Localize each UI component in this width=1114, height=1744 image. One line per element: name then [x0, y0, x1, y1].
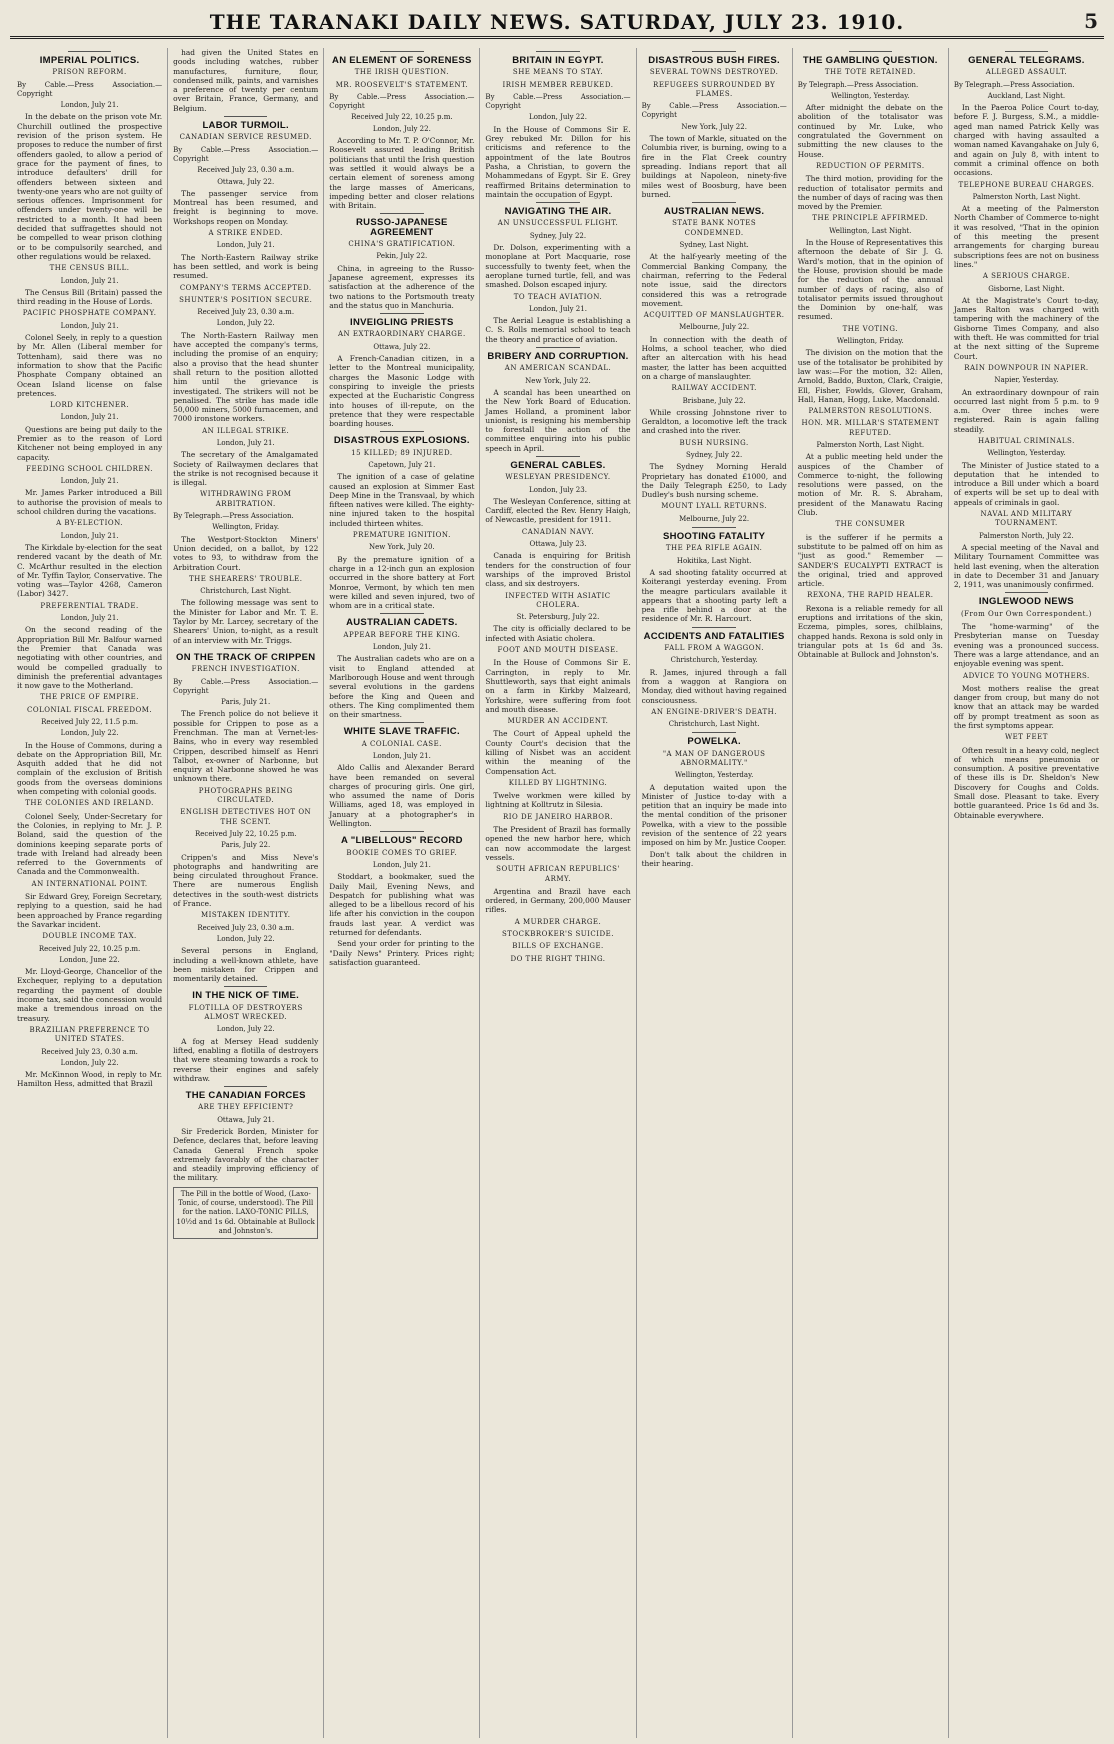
dateline: Melbourne, July 22. [679, 323, 750, 332]
article-subheading: SHUNTER'S POSITION SECURE. [179, 295, 313, 304]
article-subheading: CANADIAN SERVICE RESUMED. [179, 133, 312, 142]
byline: By Cable.—Press Association.—Copyright [329, 92, 475, 111]
dateline: Ottawa, July 22. [373, 342, 431, 351]
masthead-title: THE TARANAKI DAILY NEWS. SATURDAY, JULY 23. 1910. [209, 10, 905, 34]
article-subheading: PRISON REFORM. [52, 68, 127, 77]
byline: By Telegraph.—Press Association. [173, 512, 294, 521]
article-subheading: WITHDRAWING FROM ARBITRATION. [200, 490, 292, 508]
article-paragraph: In the House of Representatives this afternoon the debate of Sir J. G. Ward's motion, that in the opinion of the House, provision should be made for the reduction of the annual number of days of racing, also of totalisator permits issued throughout the Dominion by one-half, was resumed. [797, 238, 943, 322]
dateline: London, July 22. [372, 124, 431, 133]
dateline: London, July 21. [529, 304, 587, 313]
article-subheading: ADVICE TO YOUNG MOTHERS. [963, 671, 1090, 680]
article-headline: INGLEWOOD NEWS [978, 596, 1074, 608]
dateline: Auckland, Last Night. [987, 91, 1066, 100]
article-subheading: TELEPHONE BUREAU CHARGES. [958, 180, 1095, 189]
article-paragraph: Dr. Dolson, experimenting with a monoplane at Port Macquarie, rose successfully to twenty feet, when the aeroplane turned turtle, fell, and was smashed. Dolson escaped injury. [485, 243, 631, 290]
dateline: Received July 22, 11.5 p.m. [41, 718, 139, 726]
article-subheading: THE IRISH QUESTION. [354, 68, 449, 77]
article-subheading: COMPANY'S TERMS ACCEPTED. [179, 283, 312, 292]
dateline: London, June 22. [59, 955, 120, 964]
dateline: London, July 21. [216, 241, 275, 250]
article-subheading: THE TOTE RETAINED. [824, 68, 916, 77]
article-subheading: PACIFIC PHOSPHATE COMPANY. [22, 309, 157, 318]
article-subheading: SOUTH AFRICAN REPUBLICS' ARMY. [496, 865, 620, 883]
article-headline: IN THE NICK OF TIME. [192, 990, 300, 1002]
dateline: Wellington, Yesterday. [674, 771, 754, 780]
article-headline: AN ELEMENT OF SORENESS [332, 55, 472, 66]
dateline: Wellington, Yesterday. [987, 449, 1066, 458]
dateline: Received July 23, 0.30 a.m. [41, 1047, 138, 1056]
article-paragraph: Sir Frederick Borden, Minister for Defence, declares that, before leaving Canada General French spoke extremely favorably of the character and steadily improving efficiency of the military. [173, 1126, 319, 1183]
article-subheading: TO TEACH AVIATION. [513, 292, 603, 301]
article-paragraph: At a meeting of the Palmerston North Chamber of Commerce to-night it was resolved, "That in the opinion of this meeting the present arrangements for charging bureau subscriptions fees are not on business lines." [953, 204, 1099, 269]
byline: By Cable.—Press Association.—Copyright [485, 92, 631, 111]
article-paragraph: On the second reading of the Appropriation Bill Mr. Balfour warned the Premier that Canada was negotiating with other countries, and would be compelled gradually to diminish the preferential advantages it now gave to the Motherland. [17, 625, 163, 691]
dateline: Ottawa, July 22. [217, 177, 275, 186]
divider [380, 51, 424, 52]
article-paragraph: Canada is enquiring for British tenders for the construction of four warships of the improved Bristol class, and six destroyers. [485, 551, 631, 589]
divider [380, 431, 424, 432]
article-paragraph: A deputation waited upon the Minister of Justice to-day with a petition that an inquiry be made into the mental condition of the prisoner Powelka, with a view to the possible revision of the sentence of 22 years imposed on him by Mr. Justice Cooper. [641, 782, 787, 848]
dateline: London, July 21. [60, 276, 119, 285]
dateline: Palmerston North, Last Night. [816, 440, 925, 449]
article-paragraph: In the Paeroa Police Court to-day, before F. J. Burgess, S.M., a middle-aged man named Patrick Kelly was charged with having assaulted a woman named Kavangahake on July 6, and again on July 8, with intent to commit a criminal offence on both occasions. [953, 103, 1099, 178]
dateline: Received July 22, 10.25 p.m. [351, 113, 453, 122]
divider [224, 116, 268, 117]
article-paragraph: China, in agreeing to the Russo-Japanese agreement, expresses its satisfaction at the adherence of the two nations to the Portsmouth treaty and the status quo in Manchuria. [329, 263, 475, 310]
article-paragraph: The secretary of the Amalgamated Society of Railwaymen declares that the strike is not recognised because it is illegal. [173, 450, 319, 488]
article-subheading: BRAZILIAN PREFERENCE TO UNITED STATES. [29, 1025, 150, 1044]
dateline: Paris, July 21. [221, 698, 271, 707]
column-4 [480, 48, 636, 1738]
article-paragraph: Stoddart, a bookmaker, sued the Daily Mail, Evening News, and Despatch for publishing what was alleged to be a libellous record of his life after his conviction in the coupon frauds last year. A verdict was returned for defendants. [329, 872, 475, 938]
article-subheading: IRISH MEMBER REBUKED. [502, 80, 614, 89]
article-paragraph: While crossing Johnstone river to Geraldton, a locomotive left the track and crashed into the river. [641, 407, 787, 436]
dateline: Received July 23, 0.30 a.m. [197, 923, 295, 932]
article-subheading: AN EXTRAORDINARY CHARGE. [338, 330, 466, 339]
article-headline: A "LIBELLOUS" RECORD [340, 835, 463, 847]
dateline: Sydney, July 22. [529, 231, 587, 240]
byline: By Cable.—Press Association.—Copyright [173, 145, 319, 163]
article-headline: ON THE TRACK OF CRIPPEN [176, 651, 316, 663]
dateline: Ottawa, July 21. [217, 1115, 275, 1124]
article-subheading: DO THE RIGHT THING. [510, 954, 606, 963]
article-subheading: ACQUITTED OF MANSLAUGHTER. [643, 311, 785, 320]
article-subheading: SHE MEANS TO STAY. [512, 68, 604, 77]
dateline: Melbourne, July 22. [679, 514, 750, 523]
article-headline: DISASTROUS BUSH FIRES. [648, 55, 780, 66]
article-paragraph: Don't talk about the children in their hearing. [641, 849, 787, 868]
article-subheading: THE VOTING. [842, 324, 898, 333]
article-headline: BRITAIN IN EGYPT. [512, 55, 604, 66]
article-subheading: (From Our Own Correspondent.) [960, 609, 1092, 618]
article-headline: BRIBERY AND CORRUPTION. [487, 351, 629, 363]
dateline: London, July 22. [529, 113, 587, 122]
dateline: London, July 23. [529, 485, 587, 494]
article-subheading: RAIN DOWNPOUR IN NAPIER. [964, 363, 1089, 372]
article-subheading: LORD KITCHENER. [50, 401, 130, 410]
article-subheading: MISTAKEN IDENTITY. [201, 911, 291, 920]
article-subheading: CHINA'S GRATIFICATION. [348, 240, 456, 249]
article-paragraph: The Westport-Stockton Miners' Union decided, on a ballot, by 122 votes to 93, to withdraw from the Arbitration Court. [173, 534, 319, 572]
article-subheading: NAVAL AND MILITARY TOURNAMENT. [980, 510, 1073, 528]
article-paragraph: In the House of Commons Sir E. Grey rebuked Mr. Dillon for his criticisms and reference to the appointment of the late Boutros Pasha, a Christian, to govern the Mohammedans of Egypt. Sir E. Grey reaffirmed Britains determination to maintain the occupation of Egypt. [485, 124, 631, 199]
masthead [10, 6, 1104, 39]
article-headline: DISASTROUS EXPLOSIONS. [333, 435, 470, 447]
dateline: Received July 22, 10.25 p.m. [38, 944, 141, 953]
divider [224, 1086, 268, 1087]
dateline: Palmerston North, Last Night. [972, 192, 1081, 201]
article-headline: NAVIGATING THE AIR. [504, 206, 612, 218]
article-headline: WHITE SLAVE TRAFFIC. [343, 726, 460, 738]
divider [380, 213, 424, 214]
divider [536, 51, 580, 52]
article-paragraph: The town of Markle, situated on the Columbia river, is burning, owing to a fire in the Flat Creek country spreading. Indians report that all buildings at Napoleon, ninety-five miles west of Boosburg, have been burned. [641, 134, 787, 199]
article-subheading: PALMERSTON RESOLUTIONS. [808, 407, 933, 416]
dateline: Capetown, July 21. [368, 460, 436, 469]
article-subheading: THE PRINCIPLE AFFIRMED. [812, 214, 929, 223]
divider [380, 831, 424, 832]
dateline: London, July 21. [60, 413, 119, 422]
article-subheading: INFECTED WITH ASIATIC CHOLERA. [505, 591, 611, 609]
article-paragraph: The Australian cadets who are on a visit to England attended at Marlborough House and went through several evolutions in the gardens before the King and Queen and others. The King complimented them on their smartness. [329, 654, 475, 720]
article-headline: GENERAL TELEGRAMS. [968, 55, 1085, 66]
article-subheading: AN AMERICAN SCANDAL. [504, 364, 612, 373]
article-paragraph: The Sydney Morning Herald Proprietary has donated £1000, and the Daily Telegraph £250, to Lady Dudley's bush nursing scheme. [641, 462, 787, 500]
dateline: London, July 21. [60, 477, 119, 486]
divider [1005, 51, 1049, 52]
article-subheading: WESLEYAN PRESIDENCY. [505, 473, 611, 482]
article-paragraph: The French police do not believe it possible for Crippen to pose as a Frenchman. The man at Vernet-les-Bains, who in every way resembled Crippen, described himself as Henri Talbot, ex-owner of Narbonne, but enquiry at Narbonne showed he was unknown there. [173, 709, 319, 784]
article-paragraph: Aldo Callis and Alexander Berard have been remanded on several charges of procuring girls. One girl, who assumed the name of Doris Williams, aged 18, was employed in January at a photographer's in Wellington. [329, 763, 475, 829]
article-paragraph: An extraordinary downpour of rain occurred last night from 5 p.m. to 9 a.m. Over three inches were registered. Rain is again falling steadily. [953, 387, 1099, 434]
article-paragraph: Send your order for printing to the "Daily News" Printery. Prices right; satisfaction guaranteed. [329, 939, 475, 967]
article-subheading: SEVERAL TOWNS DESTROYED. [649, 68, 779, 77]
article-subheading: PREFERENTIAL TRADE. [40, 601, 139, 610]
byline: By Cable.—Press Association.—Copyright [641, 102, 787, 120]
article-subheading: THE PRICE OF EMPIRE. [40, 693, 139, 702]
article-subheading: ENGLISH DETECTIVES HOT ON THE SCENT. [180, 808, 312, 826]
article-subheading: BUSH NURSING. [679, 438, 749, 447]
article-paragraph: The Court of Appeal upheld the County Court's decision that the killing of Nisbet was an accident within the meaning of the Compensation Act. [485, 729, 631, 776]
article-paragraph: is the sufferer if he permits a substitute to be palmed off on him as "just as good." Remember — SANDER'S EUCALYPTI EXTRACT is the original, tried and approved article. [797, 532, 943, 589]
dateline: New York, July 22. [681, 122, 747, 131]
article-subheading: HON. MR. MILLAR'S STATEMENT REFUTED. [801, 419, 939, 437]
article-paragraph: Often result in a heavy cold, neglect of which means pneumonia or consumption. A positive preventative of these ills is Dr. Sheldon's New Discovery for Coughs and Colds. Small dose. Pleasant to take. Every bottle guaranteed. Price 1s 6d and 3s. Obtainable everywhere. [953, 745, 1099, 820]
article-subheading: A COLONIAL CASE. [361, 739, 442, 748]
article-subheading: ARE THEY EFFICIENT? [198, 1103, 294, 1112]
article-subheading: A MURDER CHARGE. [514, 917, 602, 926]
dateline: London, July 22. [216, 1025, 275, 1034]
article-paragraph: The President of Brazil has formally opened the new harbor here, which can now accommodate the largest vessels. [485, 825, 631, 862]
article-paragraph: Colonel Seely, Under-Secretary for the Colonies, in replying to Mr. J. P. Boland, said the question of the dominions keeping separate ports of trade with Ireland had already been referred to the Governments of Canada and the Commonwealth. [17, 811, 163, 877]
page-number: 5 [1084, 9, 1098, 33]
article-subheading: "A MAN OF DANGEROUS ABNORMALITY." [662, 749, 766, 767]
article-subheading: STATE BANK NOTES CONDEMNED. [672, 219, 757, 237]
article-paragraph: Questions are being put daily to the Premier as to the reason of Lord Kitchener not being employed in any capacity. [17, 424, 163, 462]
article-paragraph: A French-Canadian citizen, in a letter to the Montreal municipality, charges the Masonic Lodge with conspiring to inveigle the priests expected at the Eucharistic Congress into houses of ill-repute, on the pretence that they were respectable boarding houses. [329, 354, 475, 429]
dateline: London, July 21. [372, 752, 431, 760]
divider [1005, 592, 1049, 593]
dateline: Wellington, Friday. [212, 523, 280, 532]
article-headline: POWELKA. [687, 736, 741, 748]
article-headline: INVEIGLING PRIESTS [350, 317, 454, 329]
dateline: Sydney, Last Night. [679, 241, 749, 250]
article-paragraph: Rexona is a reliable remedy for all eruptions and irritations of the skin, Eczema, pimples, sores, chilblains, chapped hands. Rexona is sold only in triangular pots at 1s 6d and 3s. Obtainable at Bullock and Johnston's. [797, 603, 943, 660]
article-paragraph: The North-Eastern Railway men have accepted the company's terms, including the promise of an enquiry; also a proviso that the head shunter shall return to the position allotted him until the grievance is investigated. The strikers will not be penalised. The strike has made idle 50,000 miners, 5000 furnacemen, and 7000 ironstone workers. [173, 330, 319, 424]
divider [68, 51, 112, 52]
article-subheading: FALL FROM A WAGGON. [664, 644, 764, 653]
article-paragraph: In the debate on the prison vote Mr. Churchill outlined the prospective revision of the prison system. He proposes to reduce the number of first offenders gaoled, to allow a period of grace for the payment of fines, to introduce defaulters' drill for offenders between sixteen and twenty-one years who are not guilty of serious offences. Imprisonment for offenders under twenty-one will be restricted to a month. It had been decided that suffragettes should not be compelled to wear prison clothing or to be compulsorily searched, and other regulations would be relaxed. [17, 112, 163, 261]
dateline: Palmerston North, July 22. [979, 531, 1074, 540]
dateline: New York, July 22. [525, 376, 591, 385]
article-subheading: THE CENSUS BILL. [49, 264, 130, 273]
article-headline: AUSTRALIAN NEWS. [663, 206, 765, 218]
dateline: London, July 21. [216, 438, 275, 447]
article-subheading: A STRIKE ENDED. [208, 229, 283, 238]
article-paragraph: By the premature ignition of a charge in a 12-inch gun an explosion occurred in the shore battery at Fort Monroe, Vermont, by which ten men were killed and seven injured, two of whom are in a critical state. [329, 554, 475, 611]
dateline: Brisbane, July 22. [682, 396, 746, 405]
byline: By Telegraph.—Press Association. [953, 80, 1075, 89]
article-subheading: MURDER AN ACCIDENT. [507, 717, 609, 726]
article-paragraph: The passenger service from Montreal has been resumed, and freight is beginning to move. Workshops reopen on Monday. [173, 188, 319, 226]
dateline: Christchurch, Last Night. [200, 587, 292, 596]
dateline: London, July 22. [216, 319, 275, 328]
article-subheading: REDUCTION OF PERMITS. [815, 161, 925, 170]
article-subheading: BOOKIE COMES TO GRIEF. [346, 848, 458, 857]
dateline: Christchurch, Yesterday. [670, 656, 758, 665]
article-subheading: FLOTILLA OF DESTROYERS ALMOST WRECKED. [188, 1003, 303, 1022]
article-subheading: AN INTERNATIONAL POINT. [31, 879, 148, 888]
divider [692, 202, 736, 203]
dateline: London, July 21. [60, 531, 119, 540]
article-paragraph: The division on the motion that the use of the totalisator be prohibited by law was:—For the motion, 32: Allen, Arnold, Baddo, Buxton, Clark, Craigie, Ell, Fisher, Fowlds, Glover, Graham, Hall, Hanan, Hogg, Luke, Macdonald. [797, 348, 943, 404]
article-headline: THE GAMBLING QUESTION. [802, 55, 938, 66]
dateline: Gisborne, Last Night. [988, 284, 1065, 293]
article-subheading: RIO DE JANEIRO HARBOR. [503, 812, 613, 821]
article-subheading: REXONA, THE RAPID HEALER. [807, 591, 934, 600]
dateline: London, July 22. [60, 1058, 119, 1067]
divider [380, 613, 424, 614]
article-subheading: BILLS OF EXCHANGE. [512, 942, 604, 951]
column-5 [637, 48, 793, 1738]
dateline: London, July 21. [60, 614, 119, 623]
article-subheading: COLONIAL FISCAL FREEDOM. [27, 705, 153, 714]
article-subheading: ALLEGED ASSAULT. [985, 68, 1068, 77]
dateline: London, July 22. [216, 934, 275, 943]
divider [692, 627, 736, 628]
divider [380, 313, 424, 314]
dateline: London, July 21. [372, 643, 431, 652]
dateline: London, July 22. [60, 729, 119, 738]
divider [849, 51, 893, 52]
article-paragraph: A sad shooting fatality occurred at Koiterangi yesterday evening. From the meagre particulars available it appears that a shooting party left a pea rifle behind a door at the residence of Mr. R. Harcourt. [641, 567, 787, 624]
article-subheading: MR. ROOSEVELT'S STATEMENT. [335, 80, 468, 89]
dateline: Hokitika, Last Night. [676, 556, 752, 565]
dateline: Wellington, Friday. [836, 337, 904, 346]
dateline: Received July 23, 0.30 a.m. [197, 166, 295, 175]
article-paragraph: Colonel Seely, in reply to a question by Mr. Allen (Liberal member for Tottenham), said there was no information to show that the Pacific Phosphate Company obtained an Ocean Island license on false pretences. [17, 333, 163, 398]
dateline: Napier, Yesterday. [994, 376, 1059, 385]
divider [224, 986, 268, 987]
dateline: Received July 23, 0.30 a.m. [197, 308, 295, 317]
column-7 [949, 48, 1104, 1738]
article-paragraph: In the House of Commons Sir E. Carrington, in reply to Mr. Shuttleworth, says that eight animals on a farm in Kirkby Malzeard, Yorkshire, were suffering from foot and mouth disease. [485, 658, 631, 714]
article-paragraph: The city is officially declared to be infected with Asiatic cholera. [485, 624, 631, 643]
article-paragraph: The Census Bill (Britain) passed the third reading in the House of Lords. [17, 287, 163, 307]
columns-container [12, 48, 1104, 1738]
dateline: Christchurch, Last Night. [668, 720, 760, 729]
article-headline: SHOOTING FATALITY [662, 531, 766, 543]
dateline: Pekin, July 22. [376, 252, 428, 261]
article-paragraph: The Kirkdale by-election for the seat rendered vacant by the death of Mr. C. McArthur resulted in the election of Mr. Tyffin Taylor, Conservative. The voting was—Taylor 4268, Cameron (Labor) 3427. [17, 542, 163, 599]
column-1 [12, 48, 168, 1738]
dateline: Sydney, July 22. [686, 450, 743, 459]
divider [536, 347, 580, 348]
article-subheading: THE CONSUMER [835, 520, 906, 529]
article-paragraph: Argentina and Brazil have each ordered, in Germany, 200,000 Mauser rifles. [485, 886, 631, 915]
article-headline: AUSTRALIAN CADETS. [346, 617, 458, 629]
article-paragraph: Crippen's and Miss Neve's photographs and handwriting are being circulated throughout France. There are numerous English detectives in the south-west districts of France. [173, 852, 319, 909]
article-headline: IMPERIAL POLITICS. [39, 55, 140, 66]
dateline: Wellington, Yesterday. [831, 91, 910, 100]
divider [536, 456, 580, 457]
article-subheading: 15 KILLED; 89 INJURED. [351, 448, 453, 457]
article-subheading: HABITUAL CRIMINALS. [978, 436, 1075, 445]
dateline: Ottawa, July 23. [529, 540, 587, 549]
article-paragraph: At the Magistrate's Court to-day, James Ralton was charged with tampering with the machinery of the Gisborne Times Company, and also with theft. He was committed for trial at the next sitting of the Supreme Court. [953, 295, 1099, 361]
article-headline: RUSSO-JAPANESE AGREEMENT [356, 217, 448, 238]
article-paragraph: The third motion, providing for the reduction of totalisator permits and the number of days of racing was then moved by the Premier. [797, 174, 943, 212]
byline: By Telegraph.—Press Association. [797, 80, 919, 89]
article-paragraph: In the House of Commons, during a debate on the Appropriation Bill, Mr. Asquith added that he did not complain of the exclusion of British goods from the overseas dominions when competing with colonial goods. [17, 740, 163, 797]
dateline: London, July 21. [372, 860, 431, 869]
article-subheading: REFUGEES SURROUNDED BY FLAMES. [653, 80, 776, 98]
dateline: Received July 22, 10.25 p.m. [194, 829, 297, 838]
article-paragraph: At a public meeting held under the auspices of the Chamber of Commerce to-night, the following resolutions were passed, on the motion of Mr. R. S. Abraham, president of the Manawatu Racing Club. [797, 452, 943, 518]
article-headline: GENERAL CABLES. [510, 459, 606, 471]
article-headline: THE CANADIAN FORCES [185, 1090, 306, 1102]
article-subheading: KILLED BY LIGHTNING. [508, 778, 608, 787]
divider [380, 722, 424, 723]
article-paragraph: The "home-warming" of the Presbyterian manse on Tuesday evening was a pronounced success. There was a large attendance, and an enjoyable evening was spent. [953, 622, 1099, 669]
article-subheading: AN ENGINE-DRIVER'S DEATH. [651, 707, 777, 716]
article-paragraph: R. James, injured through a fall from a waggon at Rangiora on Monday, died without having regained consciousness. [641, 667, 787, 705]
divider [692, 732, 736, 733]
article-subheading: RAILWAY ACCIDENT. [671, 384, 757, 393]
column-3 [324, 48, 480, 1738]
article-paragraph: The Wesleyan Conference, sitting at Cardiff, elected the Rev. Henry Haigh, of Newcastle, president for 1911. [485, 496, 631, 525]
article-subheading: STOCKBROKER'S SUICIDE. [501, 930, 614, 939]
article-paragraph: After midnight the debate on the abolition of the totalisator was continued by Mr. Luke, who congratulated the Government on submitting the new clauses to the House. [797, 103, 943, 159]
article-paragraph: The North-Eastern Railway strike has been settled, and work is being resumed. [173, 252, 319, 281]
article-subheading: MOUNT LYALL RETURNS. [661, 502, 768, 511]
article-paragraph: The Minister of Justice stated to a deputation that he intended to introduce a Bill under which a board of experts will be set up to deal with appeals of criminals in gaol. [953, 460, 1099, 507]
article-paragraph: A fog at Mersey Head suddenly lifted, enabling a flotilla of destroyers that were steaming towards a rock to reverse their engines and safely withdraw. [173, 1036, 319, 1083]
article-paragraph: A scandal has been unearthed on the New York Board of Education. James Holland, a prominent labor unionist, is resigning his membership to forestall the action of the committee enquiring into his public speech in April. [485, 387, 631, 453]
article-paragraph: Mr. Lloyd-George, Chancellor of the Exchequer, replying to a deputation regarding the payment of double income tax, said the concession would make a tremendous inroad on the treasury. [17, 967, 163, 1023]
article-subheading: CANADIAN NAVY. [521, 527, 595, 536]
article-paragraph: The following message was sent to the Minister for Labor and Mr. T. E. Taylor by Mr. Larcey, secretary of the Shearers' Union, to-night, as a result of an interview with Mr. Triggs. [173, 598, 319, 645]
article-paragraph: Mr. McKinnon Wood, in reply to Mr. Hamilton Hess, admitted that Brazil [17, 1070, 163, 1089]
article-headline: ACCIDENTS AND FATALITIES [643, 630, 785, 642]
byline: By Cable.—Press Association.—Copyright [17, 80, 163, 98]
article-subheading: DOUBLE INCOME TAX. [42, 932, 137, 941]
article-subheading: THE PEA RIFLE AGAIN. [665, 544, 763, 553]
article-subheading: FOOT AND MOUTH DISEASE. [497, 646, 619, 655]
article-paragraph: had given the United States en goods including watches, rubber manufactures, furniture, flour, condensed milk, paints, and varnishes a preference of twenty per centum over Britain, France, Germany, and Belgium. [173, 48, 319, 113]
article-subheading: PREMATURE IGNITION. [352, 531, 451, 540]
divider [224, 648, 268, 649]
article-paragraph: A special meeting of the Naval and Military Tournament Committee was held last evening, when the alteration in date to December 31 and January 2, 1911, was unanimously confirmed. [953, 542, 1099, 590]
article-subheading: FRENCH INVESTIGATION. [191, 665, 300, 674]
column-6 [793, 48, 949, 1738]
byline: By Cable.—Press Association.—Copyright [173, 677, 319, 695]
article-paragraph: In connection with the death of Holms, a school teacher, who died after an altercation with his head master, the latter has been acquitted on a charge of manslaughter. [641, 334, 787, 381]
article-subheading: AN ILLEGAL STRIKE. [202, 426, 290, 435]
divider [536, 202, 580, 203]
article-paragraph: Most mothers realise the great danger from croup, but many do not know that an attack may be warded off by prompt treatment as soon as the first symptoms appear. [953, 683, 1099, 730]
dateline: London, July 21. [60, 321, 119, 330]
article-subheading: PHOTOGRAPHS BEING CIRCULATED. [198, 786, 293, 805]
article-headline: LABOR TURMOIL. [202, 120, 289, 132]
dateline: Paris, July 22. [221, 841, 271, 850]
dateline: New York, July 20. [369, 543, 435, 552]
advertisement: The Pill in the bottle of Wood, (Laxo-Tonic, of course, understood). The Pill for the nation. LAXO-TONIC PILLS, 10½d and 1s 6d. Obtainable at Bullock and Johnston's. [173, 1187, 318, 1239]
column-2 [168, 48, 324, 1738]
dateline: London, July 21. [60, 101, 119, 110]
article-paragraph: At the half-yearly meeting of the Commercial Banking Company, the chairman, referring to the Federal note issue, said the directors considered this was a retrograde movement. [641, 252, 787, 308]
article-subheading: THE SHEARERS' TROUBLE. [188, 574, 303, 583]
divider [692, 51, 736, 52]
article-subheading: AN UNSUCCESSFUL FLIGHT. [497, 219, 619, 228]
article-paragraph: Twelve workmen were killed by lightning at Kolltrutz in Silesia. [485, 791, 631, 810]
article-paragraph: Several persons in England, including a well-known athlete, have been mistaken for Crippen and momentarily detained. [173, 946, 319, 984]
article-paragraph: According to Mr. T. P. O'Connor, Mr. Roosevelt assured leading British politicians that until the Irish question was settled it would always be a certain element of soreness among the large masses of Americans, impeding better and closer relations with Britain. [329, 136, 475, 211]
article-paragraph: The Aerial League is establishing a C. S. Rolls memorial school to teach the theory and practice of aviation. [485, 316, 631, 344]
article-subheading: FEEDING SCHOOL CHILDREN. [26, 464, 153, 473]
article-subheading: THE COLONIES AND IRELAND. [25, 799, 154, 808]
article-subheading: WET FEET [1004, 733, 1048, 742]
dateline: St. Petersburg, July 22. [516, 613, 600, 622]
article-paragraph: The ignition of a case of gelatine caused an explosion at Simmer East Deep Mine in the Transvaal, by which fifteen natives were killed. The eighty-nine injured taken to the hospital included thirteen whites. [329, 472, 475, 528]
dateline: Wellington, Last Night. [829, 226, 912, 235]
article-subheading: A BY-ELECTION. [56, 519, 123, 528]
article-paragraph: Mr. James Parker introduced a Bill to authorise the provision of meals to school children during the vacations. [17, 488, 163, 517]
article-subheading: APPEAR BEFORE THE KING. [343, 630, 461, 639]
article-subheading: A SERIOUS CHARGE. [982, 272, 1070, 281]
divider [692, 527, 736, 528]
article-paragraph: Sir Edward Grey, Foreign Secretary, replying to a question, said he had been approached by France regarding the Savarkar incident. [17, 892, 163, 929]
